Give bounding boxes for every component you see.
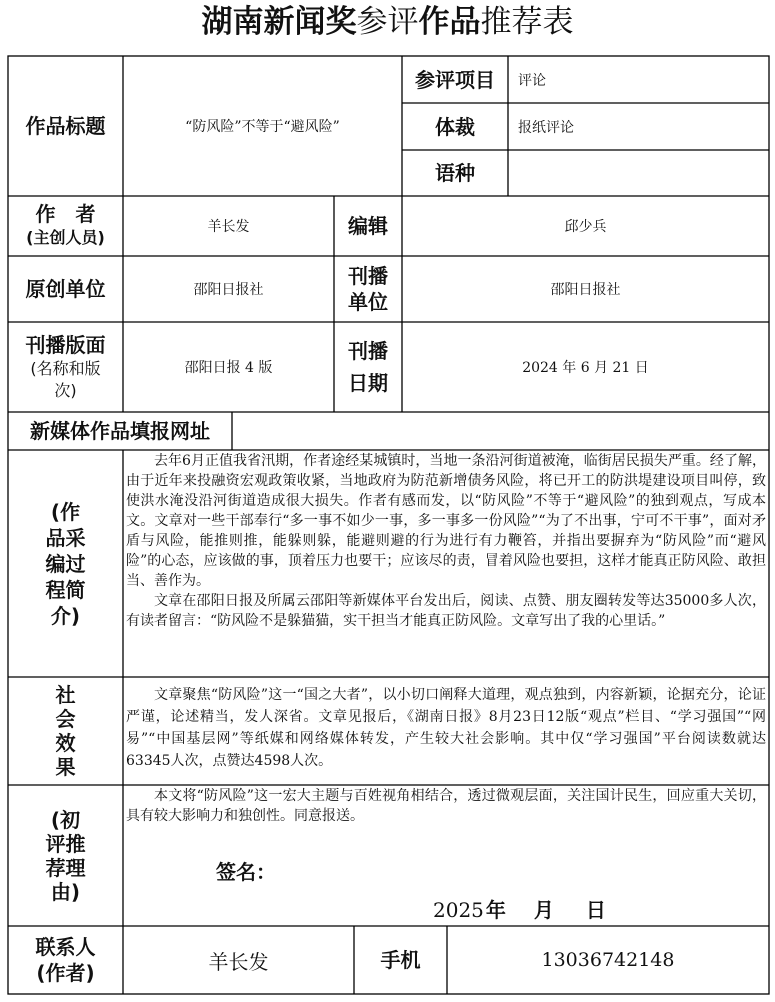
language-label: 语种: [435, 161, 475, 185]
effect-paragraph: 文章聚焦“防风险”这一“国之大者”，以小切口阐释大道理，观点独到，内容新颖，论据充分，论证严谨，论述精当，发人深省。文章见报后，《湖南日报》8月23日12版“观点”栏目、“学习强国”“网易”“中国基层网”等纸媒和网络媒体转发，产生较大社会影响。其中仅“学习强国”平台阅读数就达63345人次，点赞达4598人次。: [126, 687, 766, 769]
phone-value: 13036742148: [541, 949, 675, 971]
author-value: 羊长发: [207, 219, 250, 235]
contact-label: 联系人: [35, 935, 96, 959]
review-year: 2025: [433, 898, 484, 922]
title-part: 作品: [418, 4, 481, 40]
page-label: 刊播版面: [25, 333, 106, 357]
publish-unit-label: 刊播单位: [348, 264, 388, 314]
publish-date-value: 2024 年 6 月 21 日: [522, 360, 649, 376]
review-content: [126, 786, 766, 826]
work-title-label: 作品标题: [25, 114, 106, 138]
genre-label: 体裁: [435, 114, 475, 139]
review-date: [433, 894, 633, 924]
contact-label-cell: [8, 926, 123, 994]
author-label: 作 者: [35, 202, 96, 226]
category-label: 参评项目: [415, 67, 495, 92]
editor-value: 邱少兵: [564, 219, 607, 235]
effect-content: [126, 684, 766, 782]
process-label-cell: [8, 450, 123, 677]
process-label: (作品采编过程简介): [45, 499, 86, 628]
title-part: 推荐表: [480, 4, 574, 40]
page-label-cell: [8, 322, 123, 412]
phone-label: 手机: [380, 948, 421, 972]
review-text: 本文将“防风险”这一宏大主题与百姓视角相结合，透过微观层面，关注国计民生，回应重大关切，具有较大影响力和独创性。同意报送。: [126, 788, 766, 824]
review-label: (初评推荐理由): [45, 807, 86, 904]
contact-sub-label: (作者): [36, 961, 95, 985]
review-year-unit: 年: [485, 898, 506, 922]
genre-value: 报纸评论: [518, 119, 574, 136]
effect-label-cell: [8, 677, 123, 785]
title-part: 湖南新闻奖: [201, 4, 357, 40]
category-value: 评论: [518, 72, 546, 89]
review-day-unit: 日: [585, 898, 606, 922]
editor-label: 编辑: [348, 214, 388, 238]
publish-date-label: 刊播日期: [348, 339, 388, 395]
process-paragraph: 去年6月正值我省汛期，作者途经某城镇时，当地一条沿河街道被淹，临街居民损失严重。经了解，由于近年来投融资宏观政策收紧，当地政府为防范新增债务风险，将已开工的防洪堤建设项目叫停，致使洪水淹没沿河街道造成很大损失。作者有感而发，以“防风险”不等于“避风险”的独到观点，写成本文。文章对一些干部奉行“多一事不如少一事，多一事多一份风险”“为了不出事，宁可不干事”，面对矛盾与风险，能推则推，能躲则躲，能避则避的行为进行有力鞭笞，并指出要摒弃为“防风险”而“避风险”的心态，应该做的事，顶着压力也要干；应该尽的责，冒着风险也要担，这样才能真正防风险、敢担当、善作为。: [126, 453, 766, 589]
publish-unit-label-cell: [334, 256, 402, 322]
author-sub-label: (主创人员): [26, 228, 105, 247]
origin-unit-value: 邵阳日报社: [193, 282, 264, 298]
process-paragraph: 文章在邵阳日报及所属云邵阳等新媒体平台发出后，阅读、点赞、朋友圈转发等达35000多人次，有读者留言：“防风险不是躲猫猫，实干担当才能真正防风险。文章写出了我的心里话。”: [126, 593, 766, 629]
review-label-cell: [8, 785, 123, 926]
publish-date-label-cell: [334, 322, 402, 412]
effect-label: 社会效果: [55, 683, 76, 779]
page-value: 邵阳日报 4 版: [184, 360, 273, 376]
origin-unit-label: 原创单位: [25, 277, 106, 301]
process-content: [126, 451, 766, 676]
language-value: [508, 150, 769, 196]
review-month-unit: 月: [533, 898, 554, 922]
title-part: 参评: [356, 4, 419, 40]
new-media-value: [232, 412, 769, 450]
author-label-cell: [8, 196, 123, 256]
new-media-label: 新媒体作品填报网址: [30, 419, 210, 443]
page-sub-label: (名称和版次): [30, 359, 101, 400]
work-title-value: “防风险”不等于“避风险”: [185, 119, 340, 135]
contact-value: 羊长发: [208, 949, 269, 974]
publish-unit-value: 邵阳日报社: [550, 282, 621, 298]
sign-label: 签名：: [216, 860, 276, 884]
